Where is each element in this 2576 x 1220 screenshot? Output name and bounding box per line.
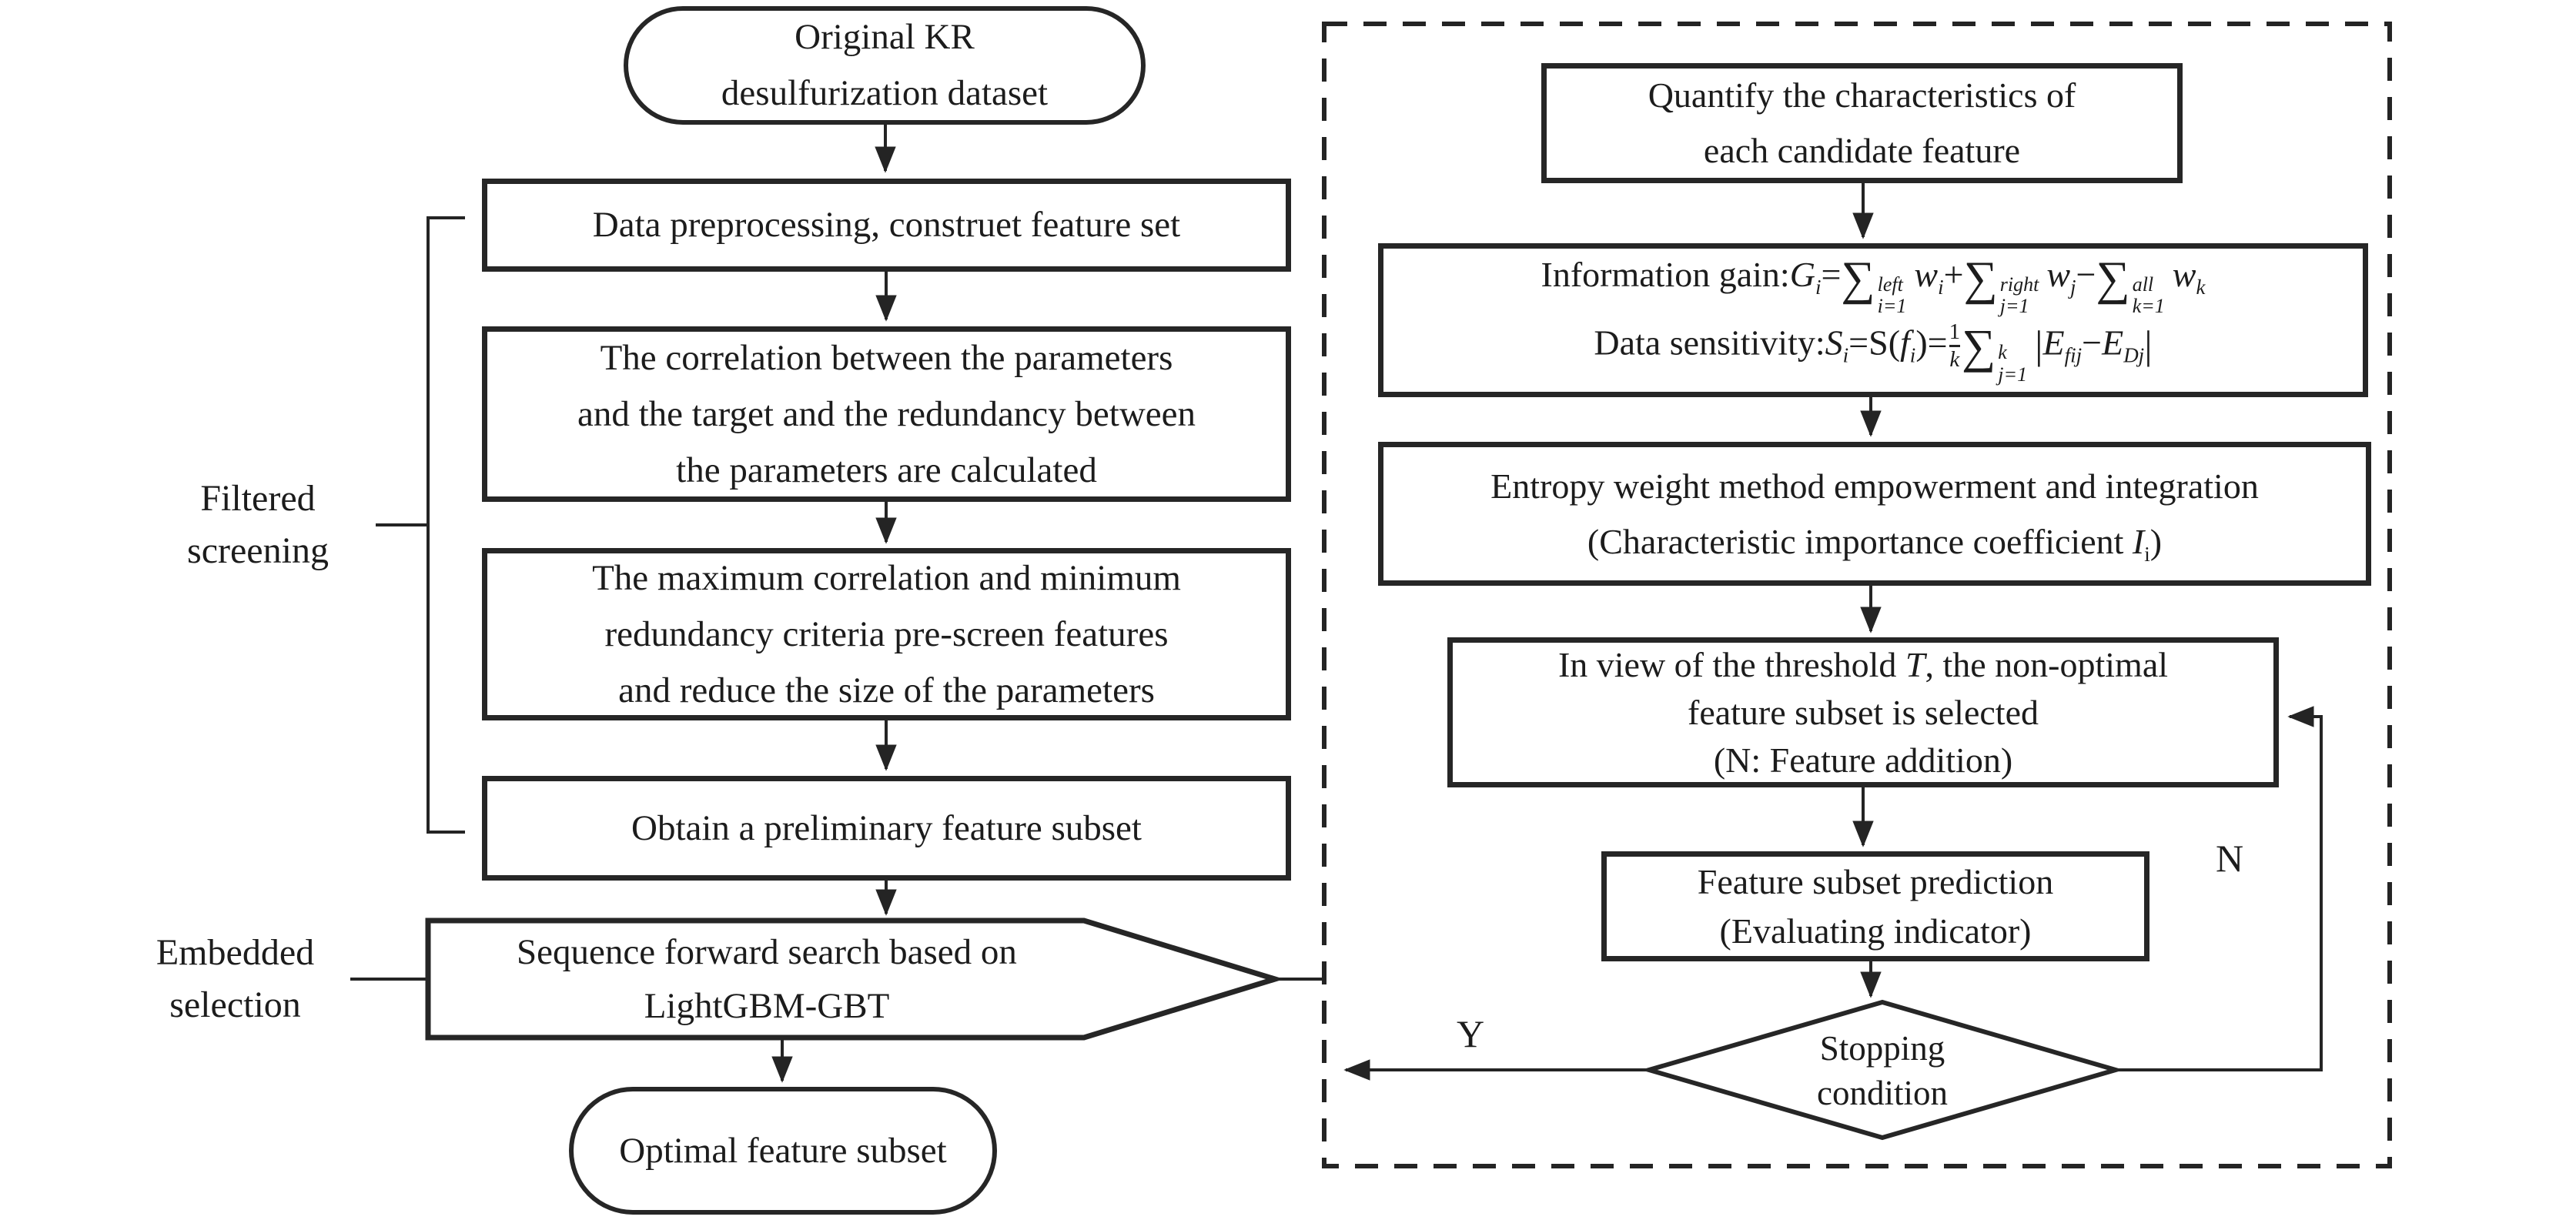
one-over-k-fraction: $\frac{1}{k}$	[1949, 319, 1961, 372]
preprocess-box	[482, 179, 1291, 272]
information-gain-formula: Information $gain:G_i=\sum$ left i=1 $w_i+\sum$ right j=1 $w_j-\sum$ all k=1 $w_k$	[1541, 252, 2206, 318]
prediction-line1: Feature subset prediction	[1697, 861, 2054, 901]
sfs-line1: Sequence forward search based on	[517, 932, 1017, 972]
quantify-box	[1541, 63, 2183, 183]
prediction-line2: (Evaluating indicator)	[1719, 911, 2032, 951]
correlation-line1: The correlation between the parameters	[600, 337, 1173, 378]
embedded-label-line1: Embedded	[156, 932, 315, 973]
preliminary-box	[482, 776, 1291, 881]
prediction-box	[1601, 851, 2149, 961]
preliminary-text: Obtain a preliminary feature subset	[631, 807, 1142, 848]
filtered-label-line1: Filtered	[200, 478, 316, 519]
sum-symbol: ∑	[1841, 252, 1875, 305]
end-terminal-text: Optimal feature subset	[619, 1130, 947, 1171]
entropy-line2: (Characteristic importance coefficient $I_i$)	[1587, 521, 2163, 566]
embedded-selection-label	[122, 925, 349, 1033]
yes-branch-label: Y	[1457, 1012, 1485, 1055]
dashed-panel-border	[1324, 24, 2390, 1166]
formula-box	[1378, 243, 2368, 397]
filtered-screening-bracket	[428, 218, 465, 832]
gain-label: Information gain:	[1541, 254, 1790, 294]
data-sensitivity-formula: Data $sensitivity:S_i=S(f_i)=$ $\frac{1}{k}$ ∑ k j=1 $|E_{fij}-E_{Dj}|$	[1594, 319, 2153, 386]
start-terminal-line1: Original KR	[795, 17, 975, 57]
quantify-line1: Quantify the characteristics of	[1648, 75, 2076, 115]
correlation-line2: and the target and the redundancy between	[577, 393, 1196, 434]
sum-symbol: ∑	[1963, 252, 1998, 305]
sfs-hexagon-label	[436, 924, 1098, 1034]
sensitivity-label: Data sensitivity:	[1594, 323, 1825, 363]
mrmr-line3: and reduce the size of the parameters	[618, 670, 1155, 710]
threshold-line1: In view of the threshold T, the non-optimal	[1557, 644, 2169, 684]
entropy-box	[1378, 442, 2371, 586]
stopping-diamond-label	[1763, 1022, 2002, 1119]
threshold-line3: (N: Feature addition)	[1713, 740, 2013, 780]
correlation-box	[482, 326, 1291, 502]
start-terminal-line2: desulfurization dataset	[721, 73, 1049, 113]
stopping-line1: Stopping	[1819, 1029, 1945, 1068]
stopping-line2: condition	[1817, 1074, 1948, 1112]
embedded-label-line2: selection	[169, 984, 301, 1025]
quantify-line2: each candidate feature	[1703, 131, 2021, 170]
filtered-label-line2: screening	[187, 530, 329, 571]
mrmr-box	[482, 548, 1291, 720]
threshold-box	[1447, 637, 2279, 787]
preprocess-text: Data preprocessing, construet feature set	[592, 205, 1181, 245]
mrmr-line1: The maximum correlation and minimum	[592, 557, 1181, 598]
end-terminal	[569, 1087, 997, 1215]
entropy-line1: Entropy weight method empowerment and integration	[1490, 466, 2259, 506]
sfs-line2: LightGBM-GBT	[644, 986, 890, 1026]
start-terminal	[624, 6, 1146, 125]
threshold-line2: feature subset is selected	[1688, 692, 2039, 732]
mrmr-line2: redundancy criteria pre-screen features	[604, 613, 1169, 654]
sum-symbol: ∑	[2096, 252, 2130, 305]
no-branch-label: N	[2216, 837, 2244, 880]
filtered-screening-label	[142, 471, 373, 579]
correlation-line3: the parameters are calculated	[676, 450, 1097, 490]
sum-symbol: ∑	[1962, 320, 1996, 373]
